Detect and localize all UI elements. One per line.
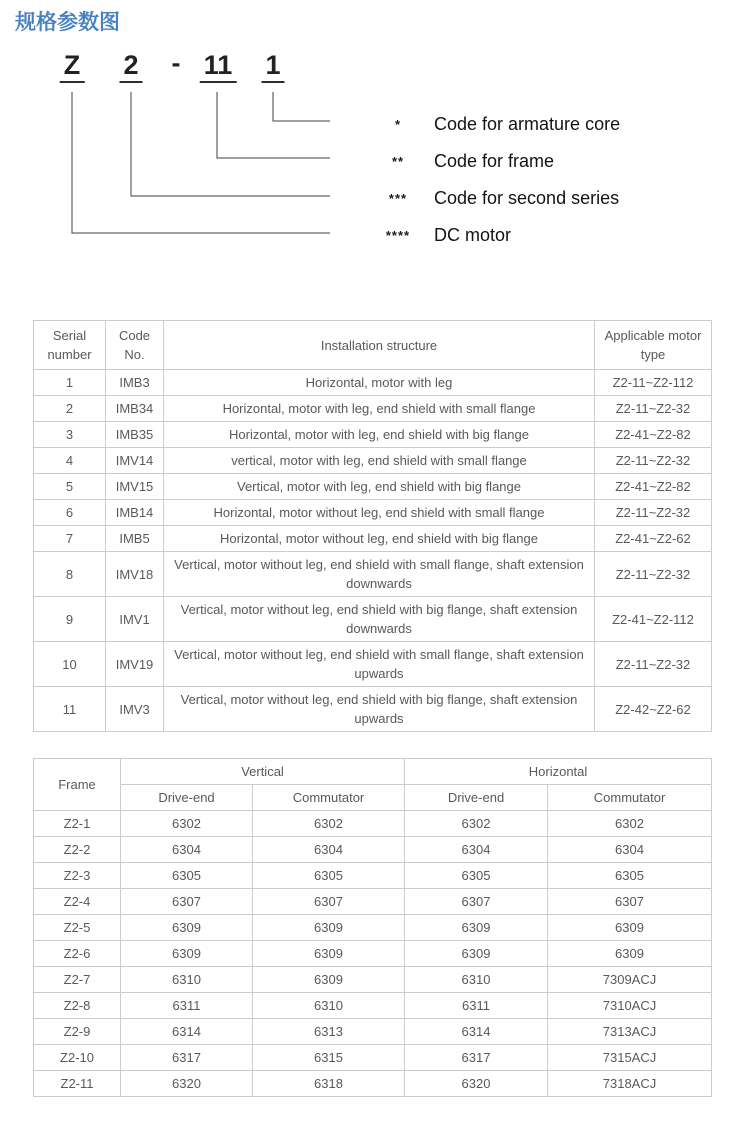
table-cell: Z2-11~Z2-32 [595,448,712,474]
table-cell: 6315 [253,1045,405,1071]
table-cell: 7313ACJ [548,1019,712,1045]
table-cell: 6311 [405,993,548,1019]
table-cell: Z2-11~Z2-32 [595,642,712,687]
table-cell: 6317 [121,1045,253,1071]
table-cell: IMV3 [106,687,164,732]
legend-row [372,111,712,137]
table-cell: 6305 [405,863,548,889]
legend-stars: **** [385,227,411,243]
code-segment-series: Z [60,50,85,83]
table-cell: IMV15 [106,474,164,500]
connector-line [72,92,330,233]
table-row [34,1045,712,1071]
table-cell: Z2-4 [34,889,121,915]
table-row [34,597,712,642]
table-cell: 6309 [253,967,405,993]
table-cell: 7309ACJ [548,967,712,993]
table-cell: Z2-11~Z2-32 [595,500,712,526]
table-cell: Z2-3 [34,863,121,889]
table-cell: 6302 [405,811,548,837]
table-cell: 6313 [253,1019,405,1045]
table-row [34,448,712,474]
table-cell: IMB3 [106,370,164,396]
table-cell: Horizontal, motor with leg, end shield with small flange [164,396,595,422]
table-cell: 6317 [405,1045,548,1071]
connector-line [131,92,330,196]
table-cell: 6309 [405,915,548,941]
table-cell: 6310 [121,967,253,993]
code-segment-armature: 1 [261,50,284,83]
table-row [34,889,712,915]
table-cell: Z2-11 [34,1071,121,1097]
legend-stars: *** [388,190,408,206]
table-cell: Z2-7 [34,967,121,993]
table-cell: Z2-41~Z2-82 [595,422,712,448]
table-cell: Horizontal, motor with leg [164,370,595,396]
table-cell: 8 [34,552,106,597]
table-cell: 7315ACJ [548,1045,712,1071]
bearing-table-body [34,811,712,1097]
table-cell: 7318ACJ [548,1071,712,1097]
table-cell: Z2-11~Z2-32 [595,552,712,597]
group-header-vertical: Vertical [121,759,405,785]
column-header-frame: Frame [34,759,121,811]
table-cell: 6309 [548,941,712,967]
table-row [34,370,712,396]
code-segment-dash: - [171,48,181,78]
table-cell: Z2-8 [34,993,121,1019]
table-row [34,967,712,993]
table-cell: 6302 [253,811,405,837]
legend-label: Code for frame [434,150,555,171]
table-cell: 6 [34,500,106,526]
table-cell: Z2-11~Z2-32 [595,396,712,422]
column-header-drive-end: Drive-end [121,785,253,811]
table-row [34,552,712,597]
installation-table-header-row [34,321,712,370]
table-row [34,422,712,448]
table-cell: Z2-1 [34,811,121,837]
installation-table [33,320,712,732]
table-cell: Vertical, motor without leg, end shield with big flange, shaft extension downwards [164,597,595,642]
table-row [34,526,712,552]
table-cell: 6304 [548,837,712,863]
table-row [34,941,712,967]
table-cell: IMV1 [106,597,164,642]
table-cell: Vertical, motor without leg, end shield with big flange, shaft extension upwards [164,687,595,732]
table-cell: 6310 [253,993,405,1019]
table-cell: 7310ACJ [548,993,712,1019]
table-cell: vertical, motor with leg, end shield with small flange [164,448,595,474]
table-cell: IMB14 [106,500,164,526]
column-header-commutator: Commutator [548,785,712,811]
table-cell: 6302 [121,811,253,837]
table-cell: 5 [34,474,106,500]
table-cell: Horizontal, motor without leg, end shield with big flange [164,526,595,552]
table-cell: 6309 [253,941,405,967]
table-cell: 6309 [548,915,712,941]
table-cell: 6307 [548,889,712,915]
table-cell: 6309 [121,941,253,967]
legend-row [372,222,712,248]
table-cell: 6304 [405,837,548,863]
table-cell: IMV14 [106,448,164,474]
table-cell: 6309 [121,915,253,941]
table-row [34,396,712,422]
legend-label: Code for armature core [434,113,621,134]
table-row [34,687,712,732]
table-row [34,837,712,863]
connector-line [217,92,330,158]
legend-stars: * [394,116,402,132]
table-cell: 6307 [121,889,253,915]
table-cell: 6320 [405,1071,548,1097]
table-cell: 6310 [405,967,548,993]
table-row [34,863,712,889]
table-cell: Z2-41~Z2-62 [595,526,712,552]
group-header-horizontal: Horizontal [405,759,712,785]
connector-line [273,92,330,121]
table-row [34,1019,712,1045]
table-cell: 6305 [253,863,405,889]
legend-row [372,148,712,174]
column-header-installation: Installation structure [164,321,595,370]
table-cell: 6318 [253,1071,405,1097]
table-cell: 9 [34,597,106,642]
table-row [34,811,712,837]
table-cell: Vertical, motor with leg, end shield with big flange [164,474,595,500]
table-cell: Z2-10 [34,1045,121,1071]
table-cell: Vertical, motor without leg, end shield with small flange, shaft extension downwards [164,552,595,597]
table-cell: 6314 [121,1019,253,1045]
column-header-serial-number: Serial number [34,321,106,370]
table-cell: 6307 [253,889,405,915]
table-cell: IMB5 [106,526,164,552]
table-cell: Horizontal, motor with leg, end shield with big flange [164,422,595,448]
table-cell: Z2-5 [34,915,121,941]
table-cell: Z2-41~Z2-112 [595,597,712,642]
legend-stars: ** [391,153,405,169]
table-cell: 11 [34,687,106,732]
table-cell: 6305 [548,863,712,889]
table-cell: 6304 [253,837,405,863]
table-cell: Z2-11~Z2-112 [595,370,712,396]
table-cell: 3 [34,422,106,448]
installation-table-body [34,370,712,732]
table-cell: 7 [34,526,106,552]
table-cell: Z2-2 [34,837,121,863]
table-row [34,993,712,1019]
table-row [34,642,712,687]
legend-label: Code for second series [434,187,620,208]
table-row [34,915,712,941]
legend-row [372,185,712,211]
table-cell: 2 [34,396,106,422]
page-title: 规格参数图 [15,11,120,34]
table-cell: 10 [34,642,106,687]
bearing-table-sub-header-row [34,785,712,811]
table-cell: 6314 [405,1019,548,1045]
table-cell: 6320 [121,1071,253,1097]
table-cell: 6302 [548,811,712,837]
bearing-table [33,758,712,1097]
table-cell: 6309 [253,915,405,941]
bearing-table-group-header-row [34,759,712,785]
column-header-applicable-type: Applicable motor type [595,321,712,370]
table-cell: 1 [34,370,106,396]
code-segment-second: 2 [119,50,142,83]
table-cell: Z2-6 [34,941,121,967]
table-row [34,1071,712,1097]
table-cell: 6304 [121,837,253,863]
column-header-code-no: Code No. [106,321,164,370]
table-cell: 4 [34,448,106,474]
table-cell: 6309 [405,941,548,967]
table-cell: Z2-42~Z2-62 [595,687,712,732]
table-cell: IMB35 [106,422,164,448]
code-segment-frame: 11 [200,50,237,83]
table-cell: Vertical, motor without leg, end shield with small flange, shaft extension upwards [164,642,595,687]
legend-label: DC motor [434,224,512,245]
table-cell: Z2-41~Z2-82 [595,474,712,500]
column-header-commutator: Commutator [253,785,405,811]
table-cell: Z2-9 [34,1019,121,1045]
table-cell: IMV19 [106,642,164,687]
table-row [34,474,712,500]
table-cell: 6305 [121,863,253,889]
column-header-drive-end: Drive-end [405,785,548,811]
table-cell: IMB34 [106,396,164,422]
table-row [34,500,712,526]
table-cell: 6311 [121,993,253,1019]
table-cell: IMV18 [106,552,164,597]
table-cell: Horizontal, motor without leg, end shield with small flange [164,500,595,526]
table-cell: 6307 [405,889,548,915]
